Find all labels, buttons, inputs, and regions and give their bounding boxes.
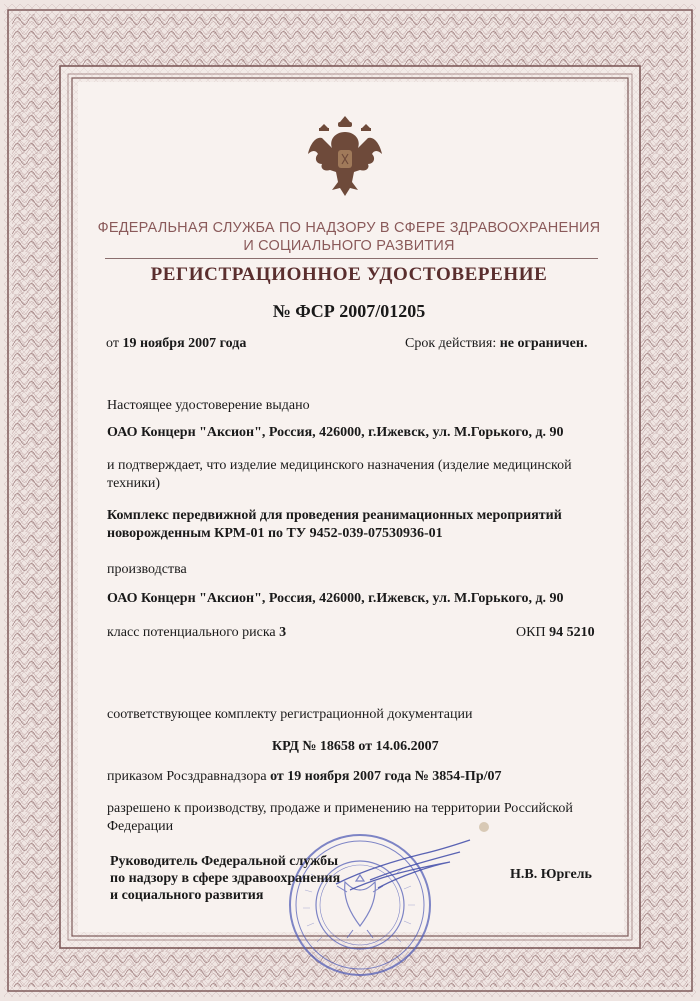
confirms-line-1: и подтверждает, что изделие медицинского назначения (изделие медицинской xyxy=(107,458,572,473)
risk-class xyxy=(107,624,286,641)
signatory-name: Н.В. Юргель xyxy=(510,867,592,882)
paper-stain xyxy=(479,822,489,832)
krd-reference xyxy=(272,738,439,755)
document-title: РЕГИСТРАЦИОННОЕ УДОСТОВЕРЕНИЕ xyxy=(150,264,548,285)
issued-to-label: Настоящее удостоверение выдано xyxy=(107,398,310,413)
validity-value: не ограничен. xyxy=(499,336,588,351)
product-line-2: новорожденным КРМ-01 по ТУ 9452-039-07530936-01 xyxy=(107,526,443,541)
validity xyxy=(405,335,587,352)
date-prefix: от xyxy=(106,336,119,351)
manufacturer-label: производства xyxy=(107,562,187,577)
product-line-1: Комплекс передвижной для проведения реанимационных мероприятий xyxy=(107,508,562,523)
agency-name xyxy=(82,219,616,255)
signatory-line-3: и социального развития xyxy=(110,888,264,903)
conformity-label: соответствующее комплекту регистрационной документации xyxy=(107,707,473,722)
heading-divider xyxy=(105,258,598,259)
confirms-line-2: техники) xyxy=(107,476,161,491)
validity-label: Срок действия: xyxy=(405,336,497,351)
krd-date: от 14.06.2007 xyxy=(358,739,439,754)
agency-line-1: ФЕДЕРАЛЬНАЯ СЛУЖБА ПО НАДЗОРУ В СФЕРЕ ЗДРАВООХРАНЕНИЯ xyxy=(97,220,601,236)
coat-of-arms-icon xyxy=(302,110,388,198)
permission-line-1: разрешено к производству, продаже и применению на территории Российской xyxy=(107,801,573,816)
order-reference xyxy=(107,768,502,785)
krd-value: КРД № 18658 xyxy=(272,739,355,754)
okp-value: 94 5210 xyxy=(549,625,595,640)
permission-line-2: Федерации xyxy=(107,819,174,834)
issued-to: ОАО Концерн "Аксион", Россия, 426000, г.Ижевск, ул. М.Горького, д. 90 xyxy=(107,425,564,440)
signatory-line-2: по надзору в сфере здравоохранения xyxy=(110,871,341,886)
issue-date xyxy=(106,335,246,352)
signatory-line-1: Руководитель Федеральной службы xyxy=(110,854,339,869)
signature-icon xyxy=(330,832,480,902)
date-value: 19 ноября 2007 года xyxy=(122,336,247,351)
risk-label: класс потенциального риска xyxy=(107,625,276,640)
okp-code xyxy=(516,624,595,641)
agency-line-2: И СОЦИАЛЬНОГО РАЗВИТИЯ xyxy=(243,238,455,254)
document-number: № ФСР 2007/01205 xyxy=(272,301,426,321)
manufacturer: ОАО Концерн "Аксион", Россия, 426000, г.Ижевск, ул. М.Горького, д. 90 xyxy=(107,591,564,606)
order-value: от 19 ноября 2007 года № 3854-Пр/07 xyxy=(270,769,502,784)
okp-label: ОКП xyxy=(516,625,546,640)
risk-value: 3 xyxy=(279,625,287,640)
order-prefix: приказом Росздравнадзора xyxy=(107,769,267,784)
